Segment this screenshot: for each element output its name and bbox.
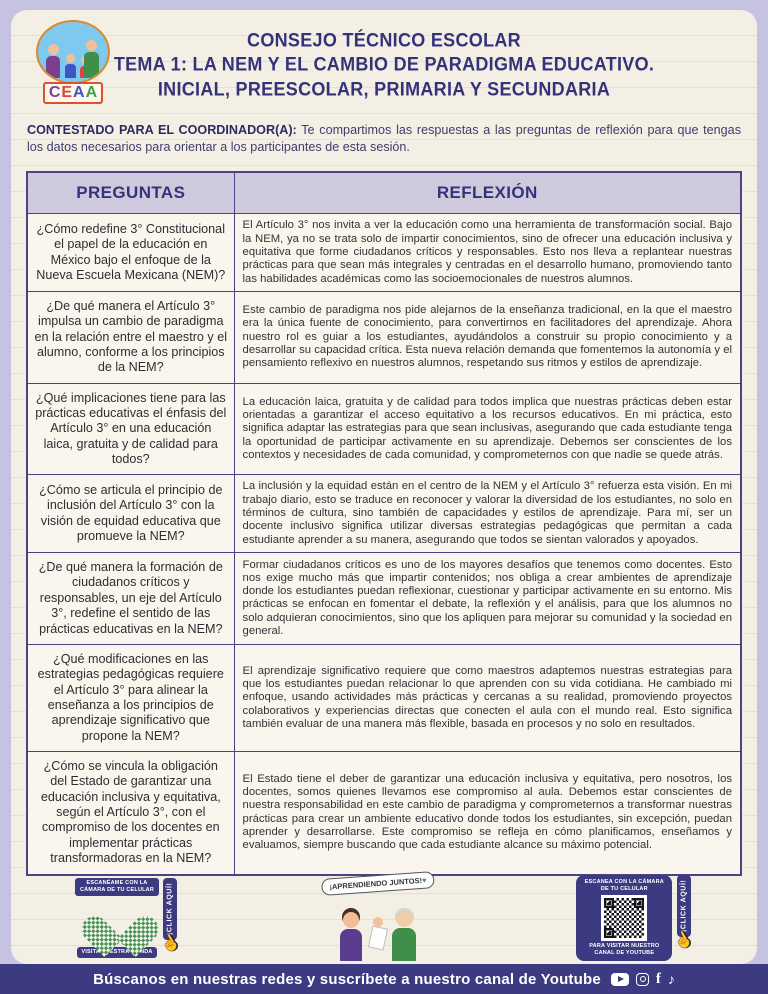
document-sheet (11, 10, 757, 964)
mascot-man (392, 911, 416, 961)
logo-letter: A (85, 84, 98, 101)
tiktok-icon[interactable]: ♪ (667, 971, 675, 987)
question-cell: ¿Cómo se articula el principio de inclusión del Artículo 3° con la visión de equidad educativa que promueve la NEM? (27, 475, 234, 553)
table-row (27, 475, 741, 553)
intro-paragraph (27, 122, 741, 155)
social-footer-bar (0, 964, 768, 994)
table-row (27, 553, 741, 645)
mascot-woman (340, 912, 362, 961)
logo-figure-woman (46, 44, 60, 78)
logo-letter: E (61, 84, 73, 101)
social-icons (611, 971, 675, 988)
table-row (27, 291, 741, 383)
store-qr-top-label: ESCANÉAME CON LA CÁMARA DE TU CELULAR (75, 878, 159, 896)
store-qr-block[interactable] (75, 878, 183, 958)
logo-letter: A (73, 84, 85, 101)
reflection-cell: Formar ciudadanos críticos es uno de los mayores desafíos que tenemos como docentes. Esto nos exige mucho más que impartir contenidos; nos obliga a crear ambientes de aprendizaje donde los estudiantes puedan reflexionar, cuestionar y participar activamente en su entorno. Mis prácticas se enfocan en fomentar el debate, la reflexión y el análisis, para que los alumnos no solo adquieran conocimientos, sino que los apliquen para mejorar su comunidad y la sociedad en general. (234, 553, 741, 645)
document-header (23, 16, 745, 112)
youtube-qr-bottom-label: PARA VISITAR NUESTRO CANAL DE YOUTUBE (589, 943, 660, 957)
click-aqui-ribbon[interactable]: ¡CLICK AQUÍ! (677, 875, 691, 937)
column-header-reflexion: REFLEXIÓN (234, 172, 741, 214)
reflection-cell: Este cambio de paradigma nos pide alejarnos de la enseñanza tradicional, en la que el maestro era la única fuente de conocimiento, para convertirnos en facilitadores del aprendizaje. Ahora nuestro rol es guiar a los estudiantes, ayudándolos a construir su propio conocimiento y a desarrollar su capacidad crítica. Esta nueva relación demanda que fomentemos la autonomía y el pensamiento reflexivo en nuestros alumnos, respetando sus ritmos y estilos de aprendizaje. (234, 291, 741, 383)
click-aqui-ribbon[interactable]: ¡CLICK AQUÍ! (163, 878, 177, 940)
notebook-paper (368, 926, 388, 951)
question-cell: ¿De qué manera el Artículo 3° impulsa un cambio de paradigma en la relación entre el maestro y el alumno, conforme a los principios de la NEM? (27, 291, 234, 383)
facebook-icon[interactable]: f (655, 970, 661, 987)
question-cell: ¿Qué modificaciones en las estrategias pedagógicas requiere el Artículo 3° para alinear la enseñanza a los principios de aprendizaje significativo que propone la NEM? (27, 644, 234, 751)
logo-figure-kid (65, 54, 76, 78)
question-cell: ¿Qué implicaciones tiene para las prácticas educativas el énfasis del Artículo 3° en una educación laica, gratuita y de calidad para todos? (27, 383, 234, 475)
intro-text: Te compartimos las respuestas a las preguntas de reflexión para que tengas los datos necesarios para orientar a los participantes de esta sesión. (27, 123, 741, 154)
intro-label: CONTESTADO PARA EL COORDINADOR(A): (27, 123, 297, 137)
title-line-2: TEMA 1: LA NEM Y EL CAMBIO DE PARADIGMA EDUCATIVO. (113, 53, 655, 76)
hand-pointer-icon: ☝ (158, 931, 183, 956)
reflection-cell: La inclusión y la equidad están en el centro de la NEM y el Artículo 3° refuerza esta visión. En mi trabajo diario, esto se traduce en reconocer y valorar la diversidad de los estudiantes, no solo en términos de cultura, sino también de capacidades y estilos de aprendizaje. Para mí, ser un docente inclusivo significa utilizar diversas estrategias pedagógicas que permitan a cada estudiante aprender a su manera, asegurando que todos se sientan valorados y apoyados. (234, 475, 741, 553)
youtube-qr-top-label: ESCANEA CON LA CÁMARA DE TU CELULAR (584, 878, 664, 892)
social-footer-text: Búscanos en nuestras redes y suscríbete a nuestro canal de Youtube (93, 970, 601, 988)
hand-pointer-icon: ☝ (671, 928, 697, 953)
table-header-row (27, 172, 741, 214)
reflection-cell: El Estado tiene el deber de garantizar una educación inclusiva y equitativa, pero nosotros, los docentes, somos quienes llevamos ese compromiso al aula. Debemos estar conscientes de nuestra responsabilidad en este cambio de paradigma y comprometernos a transformar nuestras prácticas para crear un ambiente educativo donde todos los estudiantes, sin excepción, puedan aprender y desarrollarse. Este compromiso se refleja en cómo planificamos, enseñamos y evaluamos, siempre buscando que cada estudiante alcance su máximo potencial. (234, 752, 741, 875)
footer-graphics (11, 874, 757, 962)
reflection-cell: El aprendizaje significativo requiere que como maestros adaptemos nuestras estrategias para que los estudiantes puedan relacionar lo que aprenden con su vida cotidiana. He cambiado mi enfoque, usando actividades más prácticas y cercanas a su realidad, promoviendo proyectos colaborativos y experiencias directas que conecten el aula con el mundo real. Esto significa también evaluar de una manera más flexible, basada en procesos y no solo en resultados. (234, 644, 741, 751)
reflection-cell: La educación laica, gratuita y de calidad para todos implica que nuestras prácticas deben estar orientadas a garantizar el acceso equitativo a los recursos educativos. En mi práctica, esto significa adaptar las estrategias para que sean inclusivas, asegurando que cada estudiante tenga la oportunidad de participar activamente en su aprendizaje. Debemos ser conscientes de los contextos y necesidades de cada comunidad, y comprometernos con que nadie se quede atrás. (234, 383, 741, 475)
ceaa-logo-illustration (36, 20, 110, 84)
table-row (27, 383, 741, 475)
ceaa-logo (27, 20, 119, 104)
table-row (27, 214, 741, 292)
green-heart-icon: ♥ (421, 875, 427, 885)
title-line-1: CONSEJO TÉCNICO ESCOLAR (247, 29, 521, 51)
question-cell: ¿Cómo redefine 3° Constitucional el papel de la educación en México bajo el enfoque de la Nueva Escuela Mexicana (NEM)? (27, 214, 234, 292)
question-cell: ¿De qué manera la formación de ciudadanos críticos y responsables, un eje del Artículo 3°, redefine el sentido de las prácticas educativas en la NEM? (27, 553, 234, 645)
youtube-qr-block[interactable] (576, 875, 697, 962)
speech-bubble (321, 871, 435, 896)
ceaa-logo-wordmark (43, 82, 103, 104)
store-qr-bottom-label: VISITA NUESTRA TIENDA (77, 947, 156, 958)
logo-letter: C (48, 84, 61, 101)
qr-code-icon[interactable] (601, 895, 647, 941)
reflection-cell: El Artículo 3° nos invita a ver la educación como una herramienta de transformación social. Bajo la NEM, ya no se trata solo de impartir conocimientos, sino de ofrecer una educación inclusiva y equitativa que forme ciudadanos críticos y responsables. Esto nos lleva a replantear nuestras prácticas para que sean más integrales y centradas en el desarrollo humano, promoviendo tanto las habilidades académicas como las socioemocionales de nuestros alumnos. (234, 214, 741, 292)
table-row (27, 644, 741, 751)
column-header-preguntas: PREGUNTAS (27, 172, 234, 214)
questions-reflections-table (26, 171, 742, 875)
page-title (113, 28, 655, 101)
instagram-icon[interactable] (636, 973, 649, 986)
youtube-icon[interactable] (611, 973, 629, 986)
logo-figure-man (84, 40, 99, 78)
table-row (27, 752, 741, 875)
title-line-3: INICIAL, PREESCOLAR, PRIMARIA Y SECUNDARIA (157, 77, 611, 100)
heart-qr-code-icon[interactable] (91, 899, 143, 945)
speech-text: ¡APRENDIENDO JUNTOS! (329, 875, 423, 892)
mascots-illustration (293, 875, 463, 961)
question-cell: ¿Cómo se vincula la obligación del Estado de garantizar una educación inclusiva y equitativa, según el Artículo 3°, con el compromiso de los docentes en implementar prácticas transformadoras en la NEM? (27, 752, 234, 875)
